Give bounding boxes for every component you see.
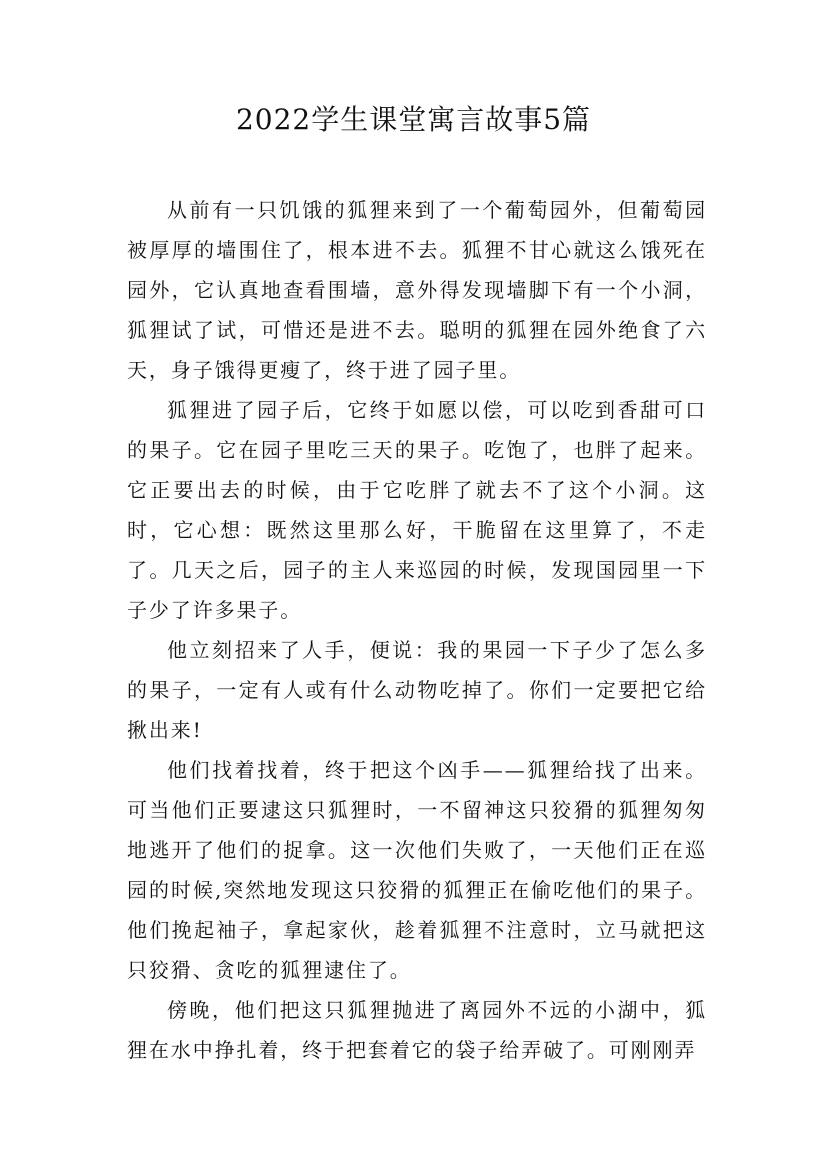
paragraph: 他们找着找着，终于把这个凶手——狐狸给找了出来。可当他们正要逮这只狐狸时，一不留神这只狡猾的狐狸匆匆地逃开了他们的捉拿。这一次他们失败了，一天他们正在巡园的时候,突然地发现这只狡猾的狐狸正在偷吃他们的果子。他们挽起袖子，拿起家伙，趁着狐狸不注意时，立马就把这只狡猾、贪吃的狐狸逮住了。 [127,758,707,982]
paragraph: 狐狸进了园子后，它终于如愿以偿，可以吃到香甜可口的果子。它在园子里吃三天的果子。吃饱了，也胖了起来。它正要出去的时候，由于它吃胖了就去不了这个小洞。这时，它心想：既然这里那么好，干脆留在这里算了，不走了。几天之后，园子的主人来巡园的时候，发现国园里一下子少了许多果子。 [127,398,707,622]
document-body [127,190,707,1070]
paragraph: 从前有一只饥饿的狐狸来到了一个葡萄园外，但葡萄园被厚厚的墙围住了，根本进不去。狐狸不甘心就这么饿死在园外，它认真地查看围墙，意外得发现墙脚下有一个小洞，狐狸试了试，可惜还是进不去。聪明的狐狸在园外绝食了六天，身子饿得更瘦了，终于进了园子里。 [127,198,707,382]
paragraph: 傍晚，他们把这只狐狸抛进了离园外不远的小湖中，狐狸在水中挣扎着，终于把套着它的袋子给弄破了。可刚刚弄 [127,998,707,1062]
paragraph: 他立刻招来了人手，便说：我的果园一下子少了怎么多的果子，一定有人或有什么动物吃掉了。你们一定要把它给揪出来! [127,638,707,742]
document-title: 2022学生课堂寓言故事5篇 [235,103,592,136]
